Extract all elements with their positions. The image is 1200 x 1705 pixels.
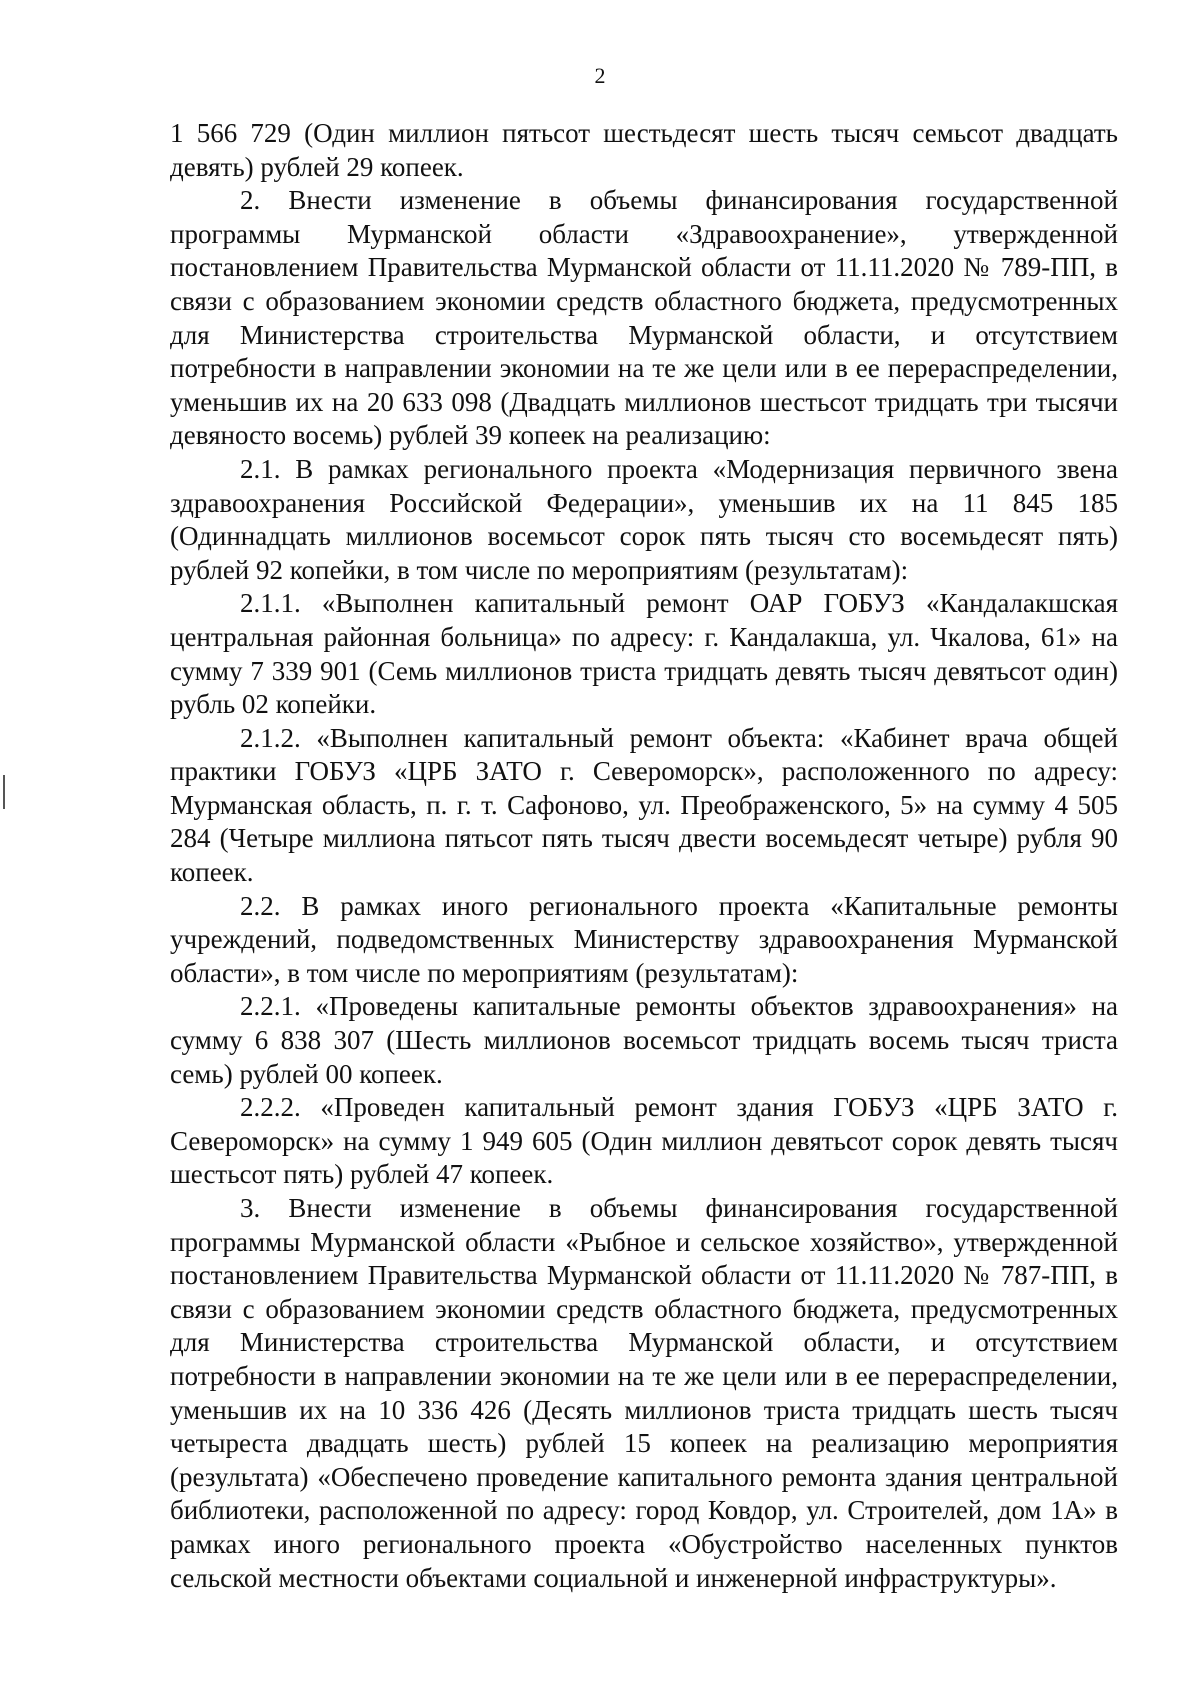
- paragraph-item-2-1: 2.1. В рамках регионального проекта «Модернизация первичного звена здравоохранения Российской Федерации», уменьшив их на 11 845 185 (Одиннадцать миллионов восемьсот сорок пять тысяч сто восемьдесят пять) рублей 92 копейки, в том числе по мероприятиям (результатам):: [170, 453, 1118, 585]
- paragraph-item-3: 3. Внести изменение в объемы финансирования государственной программы Мурманской области «Рыбное и сельское хозяйство», утвержденной постановлением Правительства Мурманской области от 11.11.2020 № 787-ПП, в связи с образованием экономии средств областного бюджета, предусмотренных для Министерства строительства Мурманской области, и отсутствием потребности в направлении экономии на те же цели или в ее перераспределении, уменьшив их на 10 336 426 (Десять миллионов триста тридцать шесть тысяч четыреста двадцать шесть) рублей 15 копеек на реализацию мероприятия (результата) «Обеспечено проведение капитального ремонта здания центральной библиотеки, расположенной по адресу: город Ковдор, ул. Строителей, дом 1А» в рамках иного регионального проекта «Обустройство населенных пунктов сельской местности объектами социальной и инженерной инфраструктуры».: [170, 1193, 1118, 1593]
- paragraph-item-2-1-1: 2.1.1. «Выполнен капитальный ремонт ОАР ГОБУЗ «Кандалакшская центральная районная больница» по адресу: г. Кандалакша, ул. Чкалова, 61» на сумму 7 339 901 (Семь миллионов триста тридцать девять тысяч девятьсот один) рубль 02 копейки.: [170, 588, 1118, 720]
- paragraph-item-2-2-2: 2.2.2. «Проведен капитальный ремонт здания ГОБУЗ «ЦРБ ЗАТО г. Североморск» на сумму 1 949 605 (Один миллион девятьсот сорок девять тысяч шестьсот пять) рублей 47 копеек.: [170, 1092, 1118, 1190]
- paragraph-item-2-1-2: 2.1.2. «Выполнен капитальный ремонт объекта: «Кабинет врача общей практики ГОБУЗ «ЦРБ ЗАТО г. Североморск», расположенного по адресу: Мурманская область, п. г. т. Сафоново, ул. Преображенского, 5» на сумму 4 505 284 (Четыре миллиона пятьсот пять тысяч двести восемьдесят четыре) рубля 90 копеек.: [170, 722, 1118, 888]
- paragraph-amount-continuation: 1 566 729 (Один миллион пятьсот шестьдесят шесть тысяч семьсот двадцать девять) рублей 29 копеек.: [170, 118, 1118, 182]
- paragraph-item-2: 2. Внести изменение в объемы финансирования государственной программы Мурманской области «Здравоохранение», утвержденной постановлением Правительства Мурманской области от 11.11.2020 № 789-ПП, в связи с образованием экономии средств областного бюджета, предусмотренных для Министерства строительства Мурманской области, и отсутствием потребности в направлении экономии на те же цели или в ее перераспределении, уменьшив их на 20 633 098 (Двадцать миллионов шестьсот тридцать три тысячи девяносто восемь) рублей 39 копеек на реализацию:: [170, 185, 1118, 451]
- paragraph-item-2-2: 2.2. В рамках иного регионального проекта «Капитальные ремонты учреждений, подведомственных Министерству здравоохранения Мурманской области», в том числе по мероприятиям (результатам):: [170, 890, 1118, 988]
- paragraph-item-2-2-1: 2.2.1. «Проведены капитальные ремонты объектов здравоохранения» на сумму 6 838 307 (Шесть миллионов восемьсот тридцать восемь тысяч триста семь) рублей 00 копеек.: [170, 991, 1118, 1089]
- scan-artifact-mark: [3, 775, 5, 809]
- page-number: 2: [594, 63, 606, 88]
- document-body: [170, 117, 1118, 1595]
